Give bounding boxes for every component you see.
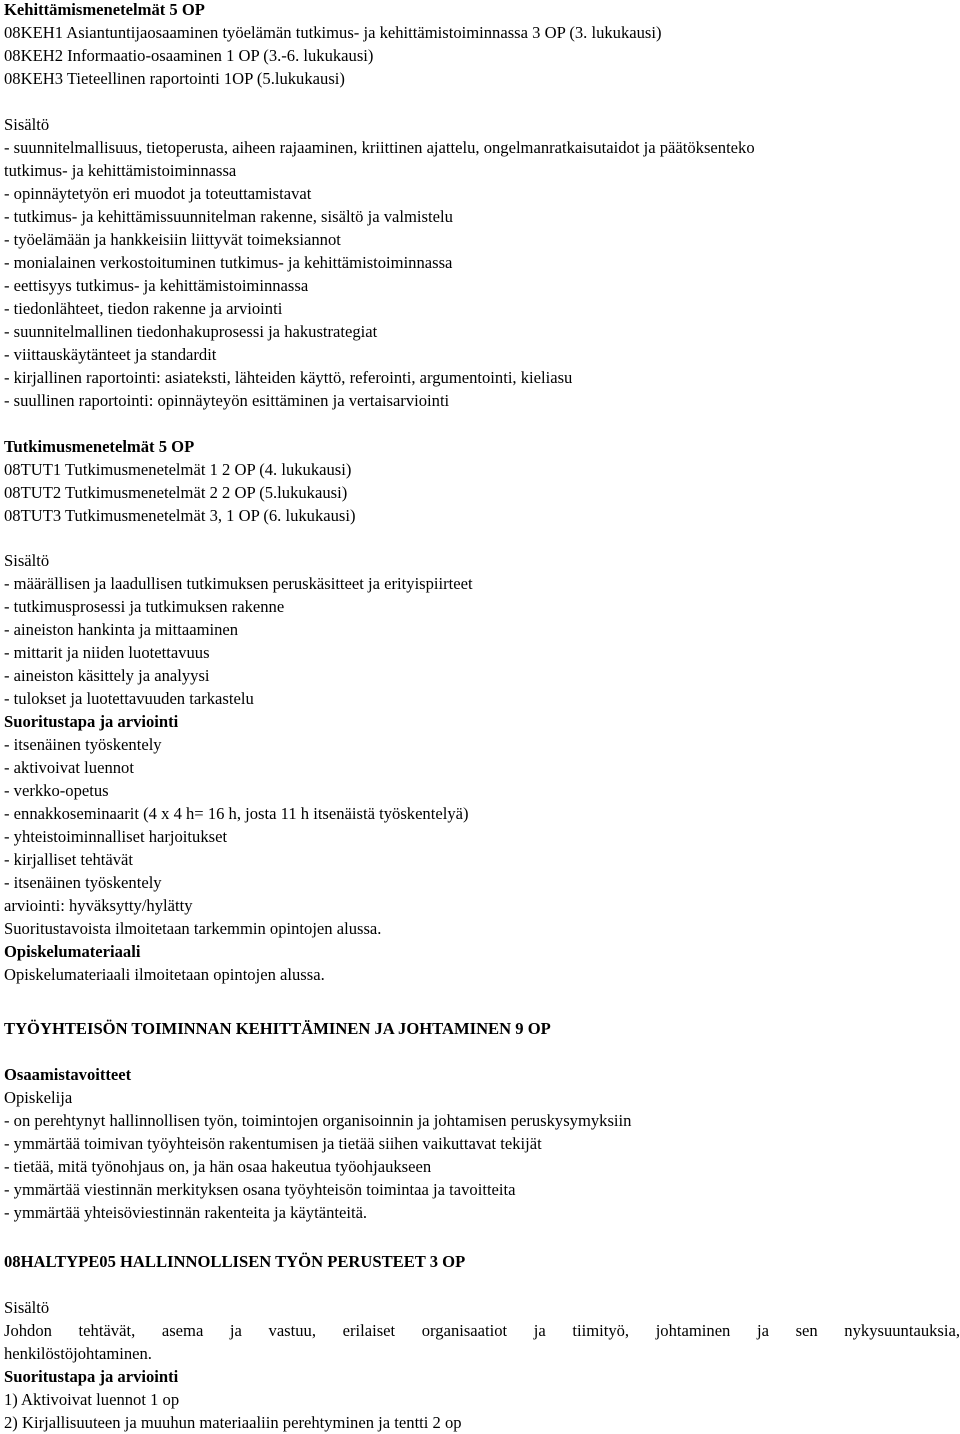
list-item: - eettisyys tutkimus- ja kehittämistoiminnassa (4, 276, 309, 295)
list-item: - tutkimusprosessi ja tutkimuksen rakenne (4, 597, 285, 616)
list-item: - ymmärtää toimivan työyhteisön rakentumisen ja tietää siihen vaikuttavat tekijät (4, 1134, 542, 1153)
suoritustapa-heading: Suoritustapa ja arviointi (4, 1367, 179, 1386)
opiskelumateriaali-heading: Opiskelumateriaali (4, 942, 141, 961)
list-item: - ymmärtää viestinnän merkityksen osana työyhteisön toimintaa ja tavoitteita (4, 1180, 516, 1199)
list-item: - ennakkoseminaarit (4 x 4 h= 16 h, josta 11 h itsenäistä työskentelyä) (4, 804, 469, 823)
osaamistavoitteet-heading: Osaamistavoitteet (4, 1065, 132, 1084)
list-item: - itsenäinen työskentely (4, 735, 162, 754)
list-item: - aktivoivat luennot (4, 758, 134, 777)
list-item: - tutkimus- ja kehittämissuunnitelman rakenne, sisältö ja valmistelu (4, 207, 453, 226)
sisalto-label: Sisältö (4, 1298, 50, 1317)
list-item: - suullinen raportointi: opinnäyteyön esittäminen ja vertaisarviointi (4, 391, 450, 410)
list-item: - määrällisen ja laadullisen tutkimuksen peruskäsitteet ja erityispiirteet (4, 574, 473, 593)
list-item: - verkko-opetus (4, 781, 109, 800)
list-item: - aineiston hankinta ja mittaaminen (4, 620, 239, 639)
sisalto-label: Sisältö (4, 551, 50, 570)
section-heading-kehittamismenetelmat: Kehittämismenetelmät 5 OP (4, 0, 205, 19)
list-item: - yhteistoiminnalliset harjoitukset (4, 827, 228, 846)
list-item: - itsenäinen työskentely (4, 873, 162, 892)
list-item: - on perehtynyt hallinnollisen työn, toimintojen organisoinnin ja johtamisen peruskysymyksiin (4, 1111, 632, 1130)
course-line: 08KEH3 Tieteellinen raportointi 1OP (5.lukukausi) (4, 69, 345, 88)
course-line: 08TUT3 Tutkimusmenetelmät 3, 1 OP (6. lukukausi) (4, 506, 356, 525)
sisalto-paragraph-line: henkilöstöjohtaminen. (4, 1344, 152, 1363)
list-item: - suunnitelmallinen tiedonhakuprosessi ja hakustrategiat (4, 322, 378, 341)
list-item: - viittauskäytänteet ja standardit (4, 345, 217, 364)
sisalto-paragraph-line: Johdon tehtävät, asema ja vastuu, erilaiset organisaatiot ja tiimityö, johtaminen ja sen nykysuuntauksia, (4, 1321, 960, 1340)
section-heading-tutkimusmenetelmat: Tutkimusmenetelmät 5 OP (4, 437, 195, 456)
arviointi-line: arviointi: hyväksytty/hylätty (4, 896, 193, 915)
course-line: 08KEH1 Asiantuntijaosaaminen työelämän tutkimus- ja kehittämistoiminnassa 3 OP (3. lukukausi) (4, 23, 662, 42)
list-item: 1) Aktivoivat luennot 1 op (4, 1390, 180, 1409)
course-line: 08KEH2 Informaatio-osaaminen 1 OP (3.-6. lukukausi) (4, 46, 374, 65)
section-heading-tyoyhteiso: TYÖYHTEISÖN TOIMINNAN KEHITTÄMINEN JA JOHTAMINEN 9 OP (4, 1019, 551, 1038)
opiskelumateriaali-text: Opiskelumateriaali ilmoitetaan opintojen alussa. (4, 965, 325, 984)
list-item: 2) Kirjallisuuteen ja muuhun materiaaliin perehtyminen ja tentti 2 op (4, 1413, 462, 1432)
list-item: - työelämään ja hankkeisiin liittyvät toimeksiannot (4, 230, 341, 249)
list-item: - ymmärtää yhteisöviestinnän rakenteita ja käytänteitä. (4, 1203, 368, 1222)
list-item: - kirjalliset tehtävät (4, 850, 134, 869)
list-item: - tulokset ja luotettavuuden tarkastelu (4, 689, 254, 708)
list-item: - tiedonlähteet, tiedon rakenne ja arviointi (4, 299, 283, 318)
course-line: 08TUT2 Tutkimusmenetelmät 2 2 OP (5.lukukausi) (4, 483, 348, 502)
list-item: - monialainen verkostoituminen tutkimus- ja kehittämistoiminnassa (4, 253, 453, 272)
list-item: - mittarit ja niiden luotettavuus (4, 643, 210, 662)
opiskelija-label: Opiskelija (4, 1088, 73, 1107)
list-item: - kirjallinen raportointi: asiateksti, lähteiden käyttö, referointi, argumentointi, kieliasu (4, 368, 573, 387)
note-line: Suoritustavoista ilmoitetaan tarkemmin opintojen alussa. (4, 919, 382, 938)
list-item: - suunnitelmallisuus, tietoperusta, aiheen rajaaminen, kriittinen ajattelu, ongelmanratkaisutaidot ja päätöksenteko (4, 138, 755, 157)
list-item: tutkimus- ja kehittämistoiminnassa (4, 161, 237, 180)
list-item: - tietää, mitä työnohjaus on, ja hän osaa hakeutua työohjaukseen (4, 1157, 432, 1176)
section-heading-haltype: 08HALTYPE05 HALLINNOLLISEN TYÖN PERUSTEET 3 OP (4, 1252, 466, 1271)
suoritustapa-heading: Suoritustapa ja arviointi (4, 712, 179, 731)
list-item: - aineiston käsittely ja analyysi (4, 666, 210, 685)
course-line: 08TUT1 Tutkimusmenetelmät 1 2 OP (4. lukukausi) (4, 460, 352, 479)
sisalto-label: Sisältö (4, 115, 50, 134)
list-item: - opinnäytetyön eri muodot ja toteuttamistavat (4, 184, 312, 203)
